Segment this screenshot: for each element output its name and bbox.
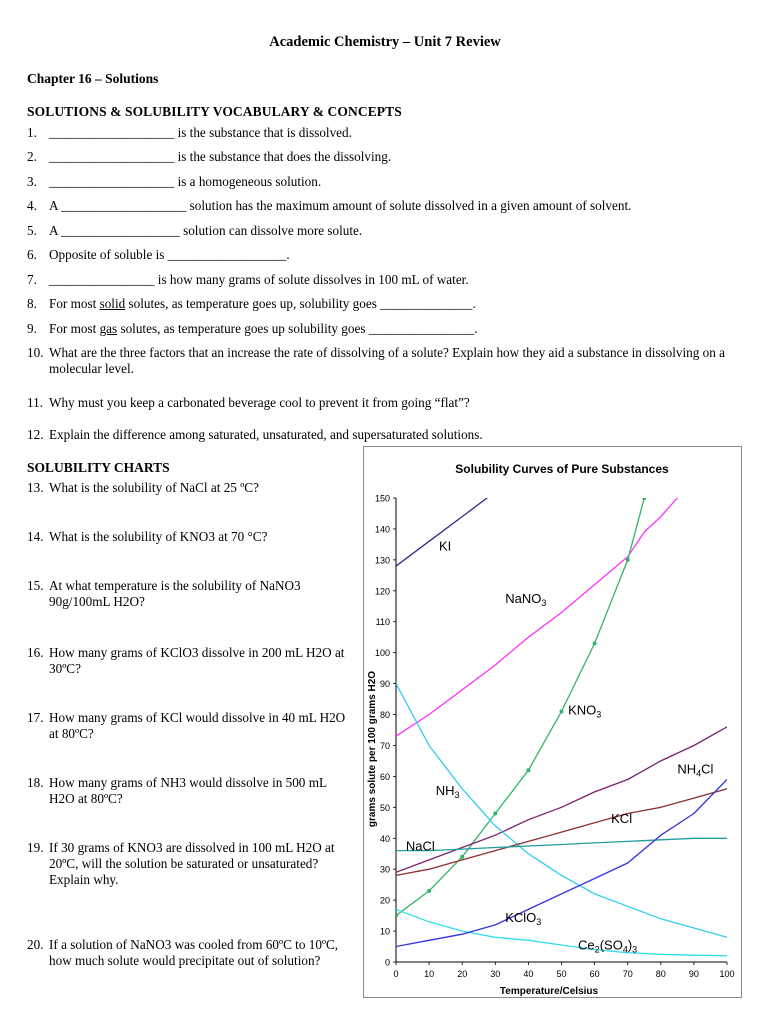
question-3 bbox=[27, 174, 747, 190]
series-line-ce2-so4-3 bbox=[396, 780, 727, 947]
solubility-chart-svg bbox=[364, 447, 741, 997]
question-number: 16. bbox=[27, 645, 44, 660]
question-number: 2. bbox=[27, 149, 37, 164]
chapter-heading: Chapter 16 – Solutions bbox=[27, 71, 159, 86]
page-title: Academic Chemistry – Unit 7 Review bbox=[269, 34, 501, 50]
question-text: A ___________________ solution has the maximum amount of solute dissolved in a given amount of solvent. bbox=[49, 198, 632, 213]
question-number: 6. bbox=[27, 247, 37, 262]
question-number: 8. bbox=[27, 296, 37, 311]
question-text: How many grams of KCl would dissolve in 40 mL H2O at 80ºC? bbox=[49, 710, 346, 741]
series-point-kno3 bbox=[560, 709, 564, 713]
series-label-kcl: KCl bbox=[611, 810, 633, 826]
question-number: 3. bbox=[27, 174, 37, 189]
question-number: 12. bbox=[27, 427, 44, 442]
question-number: 17. bbox=[27, 710, 44, 725]
y-tick-label: 150 bbox=[374, 493, 390, 504]
question-number: 10. bbox=[27, 345, 44, 360]
question-text: How many grams of KClO3 dissolve in 200 mL H2O at 30ºC? bbox=[49, 645, 345, 676]
question-text: ___________________ is a homogeneous solution. bbox=[49, 174, 322, 189]
series-point-kno3 bbox=[626, 558, 630, 562]
series-point-kno3 bbox=[493, 812, 497, 816]
y-tick-label: 100 bbox=[374, 648, 390, 659]
question-text: At what temperature is the solubility of NaNO3 90g/100mL H2O? bbox=[49, 578, 301, 609]
question-9 bbox=[27, 321, 747, 337]
y-tick-label: 60 bbox=[379, 771, 390, 782]
question-text-post: solutes, as temperature goes up, solubility goes ______________. bbox=[125, 296, 476, 311]
section-heading: SOLUTIONS & SOLUBILITY VOCABULARY & CONCEPTS bbox=[27, 104, 402, 119]
question-text: If 30 grams of KNO3 are dissolved in 100 mL H2O at 20ºC, will the solution be saturated or unsaturated? Explain why. bbox=[49, 840, 335, 887]
y-tick-label: 50 bbox=[379, 802, 390, 813]
series-label-nacl: NaCl bbox=[405, 838, 435, 854]
question-number: 7. bbox=[27, 272, 37, 287]
x-tick-label: 60 bbox=[589, 969, 600, 979]
series-point-kno3 bbox=[427, 889, 431, 893]
question-20 bbox=[27, 937, 347, 969]
question-text: ___________________ is the substance that is dissolved. bbox=[49, 125, 352, 140]
question-text: Explain the difference among saturated, unsaturated, and supersaturated solutions. bbox=[49, 427, 483, 442]
y-tick-label: 130 bbox=[374, 555, 390, 566]
question-number: 15. bbox=[27, 578, 44, 593]
y-tick-label: 70 bbox=[379, 740, 390, 751]
question-text-post: solutes, as temperature goes up solubility goes ________________. bbox=[117, 321, 478, 336]
x-tick-label: 100 bbox=[719, 969, 735, 979]
question-text: Why must you keep a carbonated beverage cool to prevent it from going “flat”? bbox=[49, 395, 470, 410]
question-2 bbox=[27, 149, 747, 165]
question-number: 13. bbox=[27, 480, 44, 495]
x-tick-label: 0 bbox=[393, 969, 399, 979]
question-19 bbox=[27, 840, 347, 888]
x-tick-label: 40 bbox=[523, 969, 534, 979]
x-tick-label: 10 bbox=[424, 969, 435, 979]
solubility-charts-heading: SOLUBILITY CHARTS bbox=[27, 460, 170, 475]
x-tick-label: 70 bbox=[622, 969, 633, 979]
question-text: ___________________ is the substance that does the dissolving. bbox=[49, 149, 392, 164]
emphasis-gas: gas bbox=[99, 321, 118, 336]
question-number: 5. bbox=[27, 223, 37, 238]
question-7 bbox=[27, 272, 747, 288]
question-1 bbox=[27, 125, 747, 141]
question-number: 19. bbox=[27, 840, 44, 855]
series-label-nh3: $NH_3$ bbox=[435, 782, 460, 800]
question-15 bbox=[27, 578, 347, 610]
question-8 bbox=[27, 296, 747, 312]
question-text-pre: For most bbox=[49, 321, 100, 336]
question-number: 11. bbox=[27, 395, 43, 410]
question-text: A __________________ solution can dissolve more solute. bbox=[49, 223, 363, 238]
question-5 bbox=[27, 223, 747, 239]
series-line-nano3 bbox=[396, 455, 727, 737]
y-tick-label: 140 bbox=[374, 524, 390, 535]
series-line-kcl bbox=[396, 789, 727, 876]
series-point-kno3 bbox=[460, 855, 464, 859]
question-text: What is the solubility of NaCl at 25 ºC? bbox=[49, 480, 259, 495]
question-text: What are the three factors that an increase the rate of dissolving of a solute? Explain how they aid a substance in dissolving on a molecular level. bbox=[49, 345, 726, 376]
y-tick-label: 0 bbox=[384, 957, 390, 968]
series-point-kno3 bbox=[593, 641, 597, 645]
emphasis-solid: solid bbox=[99, 296, 126, 311]
question-number: 4. bbox=[27, 198, 37, 213]
question-10 bbox=[27, 345, 742, 377]
question-14 bbox=[27, 529, 357, 545]
x-tick-label: 30 bbox=[490, 969, 501, 979]
series-label-kno3: $KNO_3$ bbox=[568, 702, 602, 720]
y-axis-label: grams solute per 100 grams H2O bbox=[367, 670, 378, 828]
series-label-nano3: NaNO$_3$ bbox=[505, 591, 547, 609]
question-text: If a solution of NaNO3 was cooled from 60ºC to 10ºC, how much solute would precipitate out of solution? bbox=[49, 937, 339, 968]
question-12 bbox=[27, 427, 747, 443]
x-axis-label: Temperature/Celsius bbox=[499, 986, 599, 997]
series-label-nh4cl: $NH_4Cl$ bbox=[677, 761, 714, 779]
series-line-nacl bbox=[396, 838, 727, 850]
chart-title: Solubility Curves of Pure Substances bbox=[455, 462, 669, 476]
series-line-nh3 bbox=[396, 684, 727, 938]
series-label-ki: KI bbox=[439, 538, 452, 554]
question-13 bbox=[27, 480, 357, 496]
series-point-kno3 bbox=[642, 496, 646, 500]
y-tick-label: 90 bbox=[379, 679, 390, 690]
question-16 bbox=[27, 645, 352, 677]
x-tick-label: 50 bbox=[556, 969, 567, 979]
series-label-ce2-so4-3: $Ce_2(SO_4)_3$ bbox=[578, 937, 638, 955]
solubility-chart bbox=[363, 446, 742, 998]
series-label-kclo3: KClO$_3$ bbox=[505, 909, 542, 927]
question-18 bbox=[27, 775, 352, 807]
question-6 bbox=[27, 247, 747, 263]
question-number: 18. bbox=[27, 775, 44, 790]
question-text: ________________ is how many grams of solute dissolves in 100 mL of water. bbox=[49, 272, 469, 287]
question-17 bbox=[27, 710, 347, 742]
question-number: 9. bbox=[27, 321, 37, 336]
y-tick-label: 40 bbox=[379, 833, 390, 844]
question-number: 1. bbox=[27, 125, 37, 140]
question-number: 20. bbox=[27, 937, 44, 952]
y-tick-label: 120 bbox=[374, 586, 390, 597]
question-text-pre: For most bbox=[49, 296, 100, 311]
y-tick-label: 20 bbox=[379, 895, 390, 906]
series-point-kno3 bbox=[394, 914, 398, 918]
series-point-kno3 bbox=[526, 768, 530, 772]
question-text bbox=[49, 296, 747, 312]
question-4 bbox=[27, 198, 747, 214]
series-group bbox=[394, 447, 727, 956]
x-tick-label: 20 bbox=[457, 969, 468, 979]
x-tick-label: 80 bbox=[655, 969, 666, 979]
question-text: Opposite of soluble is __________________. bbox=[49, 247, 290, 262]
x-tick-label: 90 bbox=[688, 969, 699, 979]
plot-layer bbox=[375, 447, 735, 979]
y-tick-label: 80 bbox=[379, 710, 390, 721]
question-text: What is the solubility of KNO3 at 70 °C? bbox=[49, 529, 268, 544]
question-text: How many grams of NH3 would dissolve in 500 mL H2O at 80ºC? bbox=[49, 775, 327, 806]
question-text bbox=[49, 321, 747, 337]
series-line-kclo3 bbox=[396, 909, 727, 955]
question-11 bbox=[27, 395, 747, 411]
y-tick-label: 30 bbox=[379, 864, 390, 875]
y-tick-label: 110 bbox=[375, 617, 390, 628]
y-tick-label: 10 bbox=[379, 926, 390, 937]
question-number: 14. bbox=[27, 529, 44, 544]
